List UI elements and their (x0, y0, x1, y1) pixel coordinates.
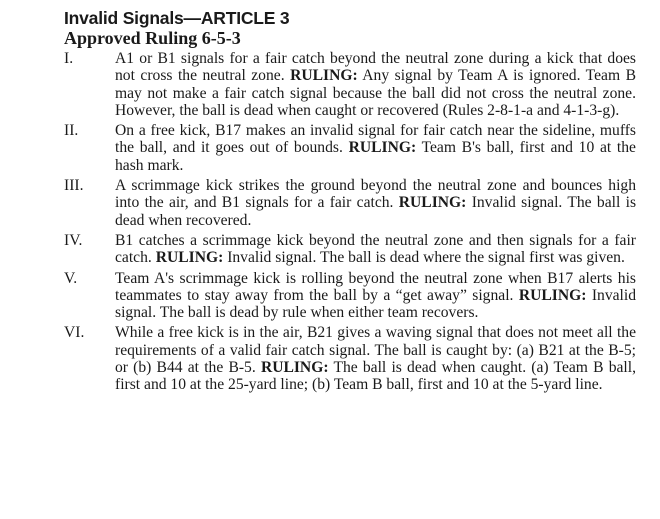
ruling-situation: On a free kick, B17 makes an invalid signal for fair catch near the sideline, muffs the ball, and it goes out of bounds. (115, 122, 636, 157)
ruling-numeral: II. (64, 122, 79, 140)
rulings-list (64, 50, 636, 394)
ruling-outcome: Invalid signal. The ball is dead by rule when either team recovers. (115, 286, 636, 322)
ruling-numeral: III. (64, 177, 84, 195)
ruling-label: RULING: (290, 67, 358, 85)
ruling-item-5 (64, 270, 636, 322)
ruling-outcome: Invalid signal. The ball is dead where the signal first was given. (227, 249, 625, 267)
ruling-numeral: V. (64, 269, 78, 287)
ruling-item-1 (64, 50, 636, 119)
ruling-label: RULING: (348, 139, 417, 157)
ruling-situation: A scrimmage kick strikes the ground beyond the neutral zone and bounces high into the air, and B1 signals for a fair catch. (115, 177, 636, 212)
ruling-item-6 (64, 324, 636, 393)
ruling-label: RULING: (155, 249, 224, 267)
ruling-label: RULING: (518, 286, 587, 304)
ruling-item-4 (64, 232, 636, 267)
ruling-text (115, 122, 636, 174)
ruling-outcome: Team B's ball, first and 10 at the hash mark. (115, 139, 636, 174)
ruling-numeral: I. (64, 50, 74, 67)
ruling-situation: While a free kick is in the air, B21 gives a waving signal that does not meet all the requirements of a valid fair catch signal. The ball is caught by: (a) B21 at the B-5; or (b) B44 at the B-5. (115, 324, 636, 377)
ruling-situation: B1 catches a scrimmage kick beyond the neutral zone and then signals for a fair catch. (115, 231, 636, 267)
ruling-numeral: IV. (64, 231, 83, 249)
ruling-item-2 (64, 122, 636, 174)
ruling-label: RULING: (260, 359, 329, 377)
ruling-text (115, 324, 636, 393)
ruling-item-3 (64, 177, 636, 229)
ruling-outcome: Any signal by Team A is ignored. Team B may not make a fair catch signal because the ball did not cross the neutral zone. However, the ball is dead when caught or recovered (Rules 2-8-1-a and 4-1-3-g). (115, 67, 636, 119)
ruling-text (115, 177, 636, 229)
ruling-numeral: VI. (64, 324, 85, 342)
ruling-text (115, 50, 636, 119)
ruling-label: RULING: (398, 194, 467, 212)
ruling-outcome: The ball is dead when caught. (a) Team B ball, first and 10 at the 25-yard line; (b) Team B ball, first and 10 at the 5-yard line. (115, 359, 636, 394)
section-title: Invalid Signals—ARTICLE 3 (64, 8, 290, 28)
ruling-situation: Team A's scrimmage kick is rolling beyond the neutral zone when B17 alerts his teammates to stay away from the ball by a “get away” signal. (115, 269, 636, 304)
ruling-text (115, 270, 636, 322)
approved-ruling-title: Approved Ruling 6-5-3 (64, 28, 241, 48)
ruling-text (115, 232, 636, 267)
ruling-outcome: Invalid signal. The ball is dead when recovered. (115, 194, 637, 229)
ruling-situation: A1 or B1 signals for a fair catch beyond the neutral zone during a kick that does not cross the neutral zone. (115, 50, 636, 85)
